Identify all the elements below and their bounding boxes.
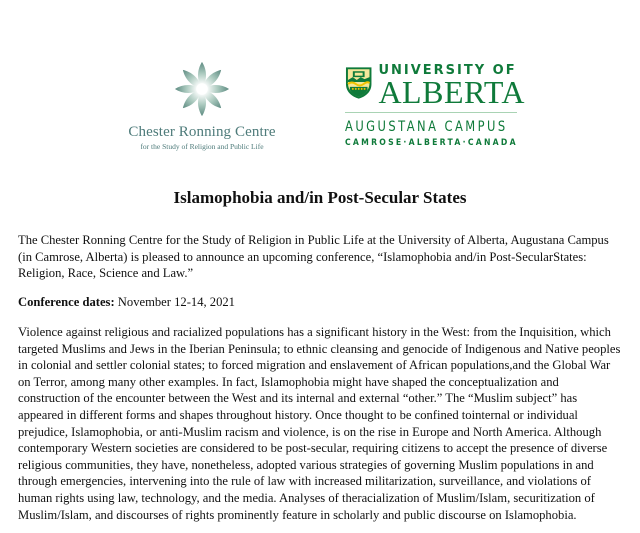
document-title: Islamophobia and/in Post-Secular States [173,188,467,207]
centre-name: Chester Ronning Centre [128,124,276,140]
campus-name: AUGUSTANA CAMPUS [345,119,508,135]
alberta-text: ALBERTA [378,74,525,110]
body-paragraph: Violence against religious and racialized populations has a significant history in the West: from the Inquisition, which targeted Muslims and Jews in the Iberian Peninsula; to ethnic cleansing and genocide of Indigenous and Native peoples in colonial and settler colonial states; to forced migration and enslavement of African populations,and the Global War on Terror, among many other examples. In fact, Islamophobia might have shaped the conceptualization and construction of the encounter between the West and its internal and external “other.” The “Muslim subject” has appeared in different forms and shapes throughout history. Once thought to be confined tointernal or individual prejudice, Islamophobia, or anti-Muslim racism and violence, is on the rise in Europe and North America. Although contemporary Western societies are considered to be post-secular, requiring citizens to accept the presence of diverse religious communities, they have, nonetheless, adopted various strategies of governing Muslim populations in and through emergencies, intervening into the rule of law with increased militarization, surveillance, and violations of human rights using law, technology, and the media. Analyses of theracialization of Muslim/Islam, securitization of Muslim/Islam, and discourses of rights prominently feature in scholarly and public discourse on Islamophobia. [18,325,621,522]
logo-divider [345,112,517,113]
centre-subtitle: for the Study of Religion and Public Life [140,142,264,151]
dates-value: November 12-14, 2021 [114,295,235,309]
chester-ronning-centre-logo [112,60,292,151]
university-of-alberta-logo [345,64,525,148]
flower-icon [173,60,231,118]
conference-dates [18,294,624,311]
shield-icon [345,66,372,100]
header-logos [0,0,640,170]
intro-paragraph: The Chester Ronning Centre for the Study of Religion in Public Life at the University of Alberta, Augustana Campus (in Camrose, Alberta) is pleased to announce an upcoming conference, “Islamophobia and/in Post-SecularStates: Religion, Race, Science and Law.” [18,233,609,281]
university-of-text: UNIVERSITY OF [378,63,517,78]
campus-location: CAMROSE·ALBERTA·CANADA [345,138,518,148]
dates-label: Conference dates: [18,295,115,309]
